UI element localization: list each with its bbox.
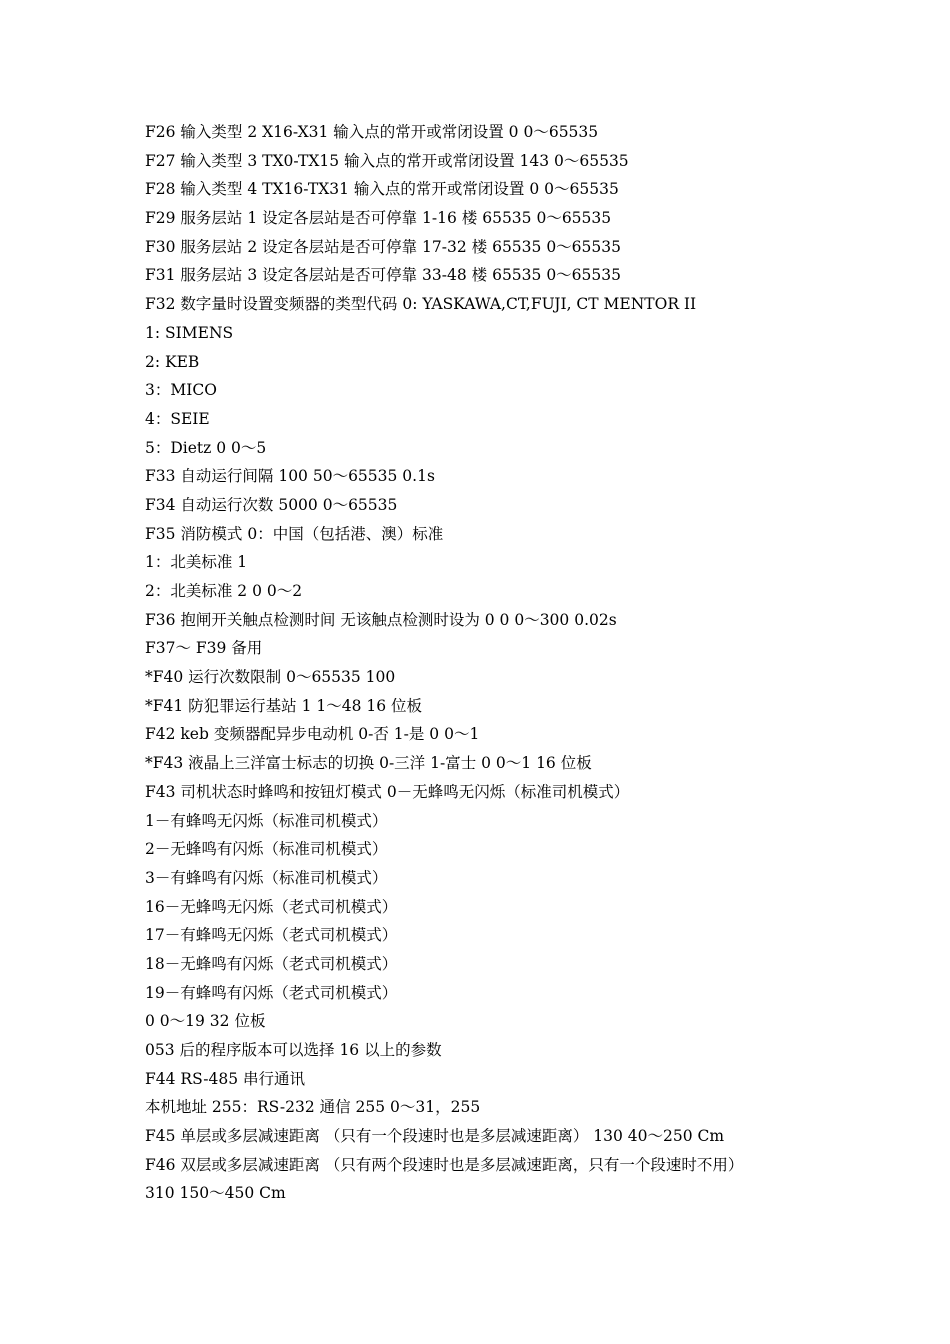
text-line: 18－无蜂鸣有闪烁（老式司机模式）	[145, 954, 398, 973]
text-line: 3：MICO	[145, 381, 217, 400]
text-line: 2: KEB	[145, 352, 200, 371]
document-body	[145, 118, 845, 1208]
text-line: F45 单层或多层减速距离 （只有一个段速时也是多层减速距离） 130 40～250 Cm	[145, 1127, 725, 1146]
text-line: *F43 液晶上三洋富士标志的切换 0-三洋 1-富士 0 0～1 16 位板	[145, 754, 592, 773]
text-line: 2－无蜂鸣有闪烁（标准司机模式）	[145, 840, 388, 859]
text-line: 053 后的程序版本可以选择 16 以上的参数	[145, 1041, 442, 1059]
text-line: F32 数字量时设置变频器的类型代码 0: YASKAWA,CT,FUJI, CT MENTOR II	[145, 295, 697, 314]
text-line: 2：北美标准 2 0 0～2	[145, 582, 303, 600]
text-line: F44 RS-485 串行通讯	[145, 1069, 306, 1088]
text-line: 3－有蜂鸣有闪烁（标准司机模式）	[145, 868, 388, 887]
text-line: F42 keb 变频器配异步电动机 0-否 1-是 0 0～1	[145, 725, 480, 744]
text-line: 19－有蜂鸣有闪烁（老式司机模式）	[145, 983, 398, 1002]
text-line: F26 输入类型 2 X16-X31 输入点的常开或常闭设置 0 0～65535	[145, 123, 599, 141]
text-line: F27 输入类型 3 TX0-TX15 输入点的常开或常闭设置 143 0～65535	[145, 151, 629, 170]
text-line: 0 0～19 32 位板	[145, 1012, 266, 1031]
text-line: 16－无蜂鸣无闪烁（老式司机模式）	[145, 897, 398, 916]
text-line: F31 服务层站 3 设定各层站是否可停靠 33-48 楼 65535 0～65535	[145, 266, 621, 285]
text-line: F29 服务层站 1 设定各层站是否可停靠 1-16 楼 65535 0～65535	[145, 209, 612, 228]
text-line: 310 150～450 Cm	[145, 1184, 286, 1203]
text-line: *F41 防犯罪运行基站 1 1～48 16 位板	[145, 696, 423, 715]
text-line: F35 消防模式 0：中国（包括港、澳）标准	[145, 524, 444, 543]
text-line: F30 服务层站 2 设定各层站是否可停靠 17-32 楼 65535 0～65535	[145, 237, 621, 256]
text-line: F37～ F39 备用	[145, 639, 263, 658]
text-line: F33 自动运行间隔 100 50～65535 0.1s	[145, 467, 435, 486]
text-line: F46 双层或多层减速距离 （只有两个段速时也是多层减速距离，只有一个段速时不用）	[145, 1155, 744, 1174]
text-line: *F40 运行次数限制 0～65535 100	[145, 668, 396, 687]
text-line: F34 自动运行次数 5000 0～65535	[145, 495, 398, 514]
text-line: F28 输入类型 4 TX16-TX31 输入点的常开或常闭设置 0 0～65535	[145, 180, 619, 199]
text-line: 4：SEIE	[145, 409, 210, 428]
text-line: 5：Dietz 0 0～5	[145, 438, 267, 457]
text-line: 1－有蜂鸣无闪烁（标准司机模式）	[145, 811, 388, 830]
text-line: 本机地址 255：RS-232 通信 255 0～31，255	[145, 1098, 481, 1117]
text-line: F36 抱闸开关触点检测时间 无该触点检测时设为 0 0 0～300 0.02s	[145, 610, 617, 629]
text-line: F43 司机状态时蜂鸣和按钮灯模式 0－无蜂鸣无闪烁（标准司机模式）	[145, 782, 630, 801]
text-line: 1：北美标准 1	[145, 553, 248, 572]
text-line: 1: SIMENS	[145, 323, 234, 342]
text-line: 17－有蜂鸣无闪烁（老式司机模式）	[145, 926, 398, 945]
